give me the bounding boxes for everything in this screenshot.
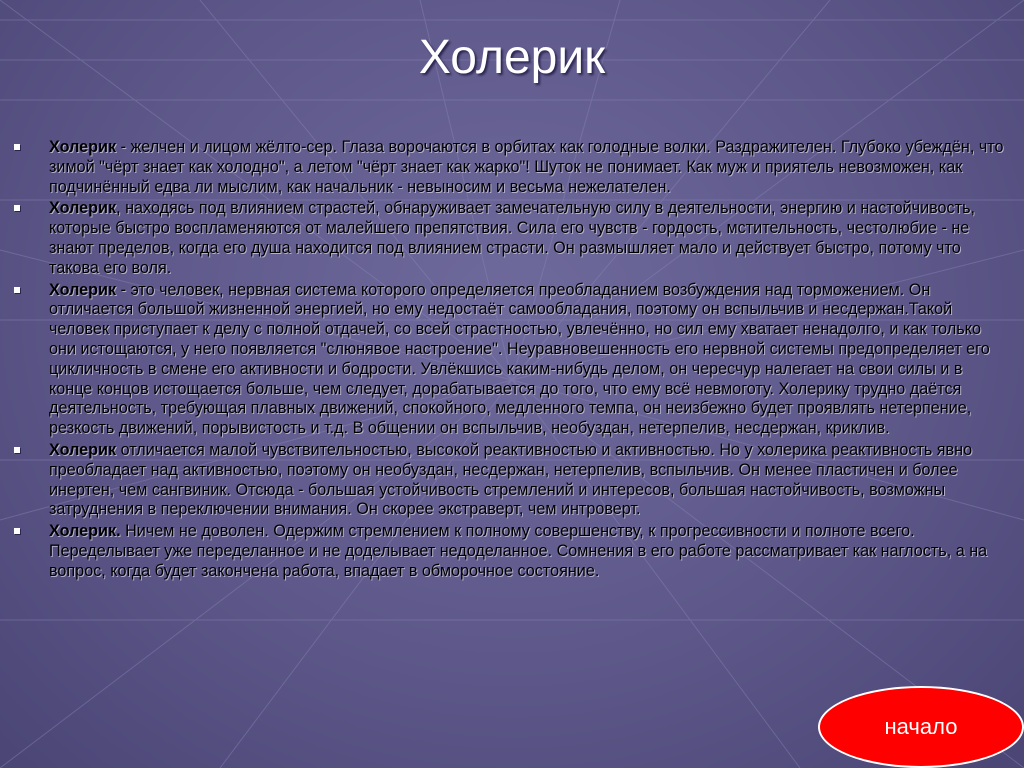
item-text: - желчен и лицом жёлто-сер. Глаза ворочаются в орбитах как голодные волки. Раздражителен. Глубоко убеждён, что зимой "чёрт знает как холодно", а летом "чёрт знает как жарко"! Шуток не понимает. Как муж и приятель невозможен, как подчинённый едва ли мыслим, как начальник - невыносим и весьма нежелателен.: [49, 138, 1004, 196]
square-bullet-icon: [14, 528, 20, 534]
list-item: [10, 281, 1010, 439]
item-text: , находясь под влиянием страстей, обнаруживает замечательную силу в деятельности, энергию и настойчивость, которые быстро воспламеняются от малейшего препятствия. Сила его чувств - гордость, мстительность, честолюбие - не знают пределов, когда его душа находится под влиянием страсти. Он размышляет мало и действует быстро, потому что такова его воля.: [49, 199, 975, 277]
item-term: Холерик: [49, 280, 117, 299]
item-text: - это человек, нервная система которого определяется преобладанием возбуждения над торможением. Он отличается большой жизненной энергией, но ему недостаёт самообладания, поэтому он вспыльчив и несдержан.Такой человек приступает к делу с полной отдачей, со всей страстностью, увлечённо, но сил ему хватает ненадолго, и как только они истощаются, у него появляется "слюнявое настроение". Неуравновешенность его нервной системы предопределяет его цикличность в смене его активности и бодрости. Увлёкшись каким-нибудь делом, он чересчур налегает на свои силы и в конце концов истощается больше, чем следует, дорабатывается до того, что ему всё невмоготу. Холерику трудно даётся деятельность, требующая плавных движений, спокойного, медленного темпа, он неизбежно будет проявлять нетерпение, резкость движений, порывистость и т.д. В общении он вспыльчив, необуздан, нетерпелив, несдержан, криклив.: [49, 280, 990, 438]
bullet-list: [10, 138, 1010, 584]
square-bullet-icon: [14, 205, 20, 211]
item-text: отличается малой чувствительностью, высокой реактивностью и активностью. Но у холерика реактивность явно преобладает над активностью, поэтому он необуздан, несдержан, нетерпелив, вспыльчив. Он менее пластичен и более инертен, чем сангвиник. Отсюда - большая устойчивость стремлений и интересов, большая настойчивость, возможны затруднения в переключении внимания. Он скорее экстраверт, чем интроверт.: [49, 440, 973, 519]
list-item: [10, 441, 1010, 520]
list-item: [10, 199, 1010, 278]
item-term: Холерик: [49, 138, 117, 156]
square-bullet-icon: [14, 447, 20, 453]
home-button-label: начало: [884, 714, 958, 739]
item-term: Холерик.: [49, 522, 121, 541]
slide-title: Холерик: [418, 31, 606, 84]
item-term: Холерик: [49, 440, 117, 459]
home-button[interactable]: [818, 686, 1024, 768]
item-text: Ничем не доволен. Одержим стремлением к полному совершенству, к прогрессивности и полноте всего. Переделывает уже переделанное и не доделывает недоделанное. Сомнения в его работе рассматривает как наглость, а на вопрос, когда будет закончена работа, впадает в обморочное состояние.: [49, 522, 988, 580]
item-term: Холерик: [49, 199, 117, 218]
square-bullet-icon: [14, 287, 20, 293]
square-bullet-icon: [14, 144, 20, 150]
list-item: [10, 522, 1010, 581]
list-item: [10, 138, 1010, 197]
